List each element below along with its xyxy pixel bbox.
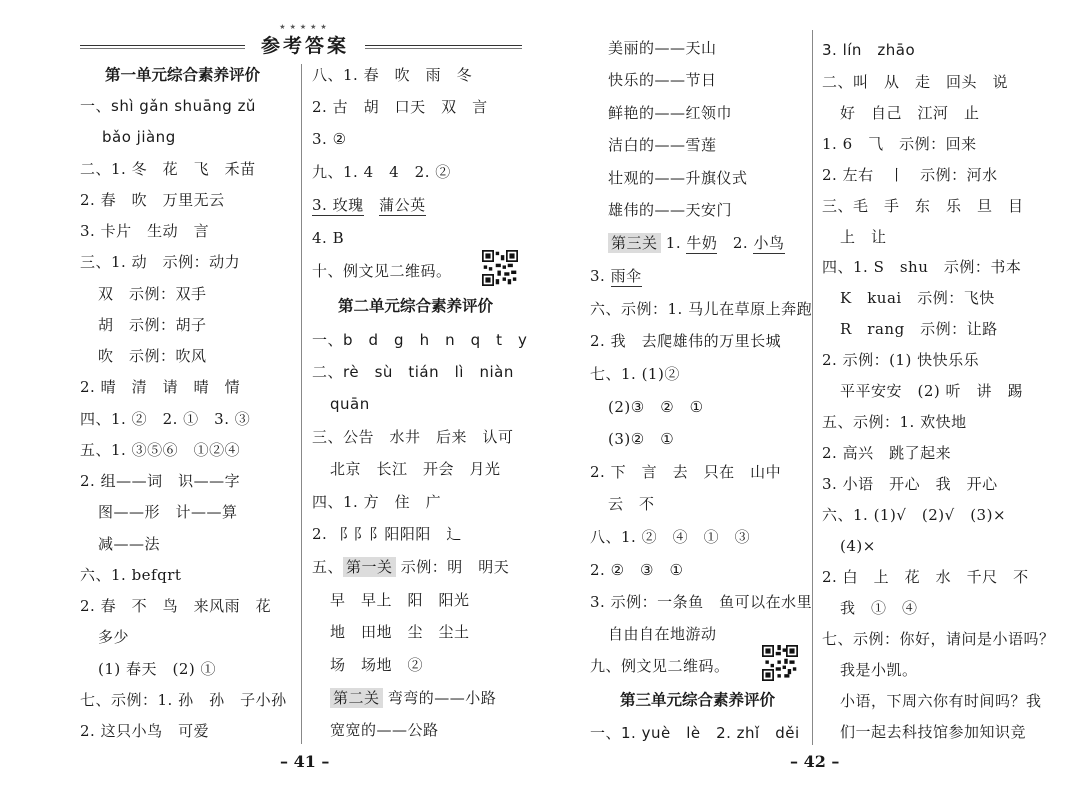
answer-line: 四、1. S shu 示例：书本 — [822, 258, 1022, 276]
answer-line: 美丽的——天山 — [608, 39, 717, 57]
answer-text: 示例：明 明天 — [395, 558, 510, 576]
answer-line — [590, 266, 642, 286]
question-number: 3. — [590, 267, 611, 285]
answer-line: 八、1. 春 吹 雨 冬 — [312, 66, 473, 84]
answer-line: 2. 下 言 去 只在 山中 — [590, 463, 782, 481]
answer-line: 我 ① ④ — [840, 599, 918, 617]
qr-code-icon[interactable] — [482, 250, 518, 286]
answer-line: 七、示例：1. 孙 孙 子小孙 — [80, 691, 287, 709]
answer-text: 1. — [660, 234, 687, 252]
answer-line: 二、1. 冬 花 飞 禾苗 — [80, 160, 256, 178]
answer-key-header — [80, 23, 522, 64]
underlined-answer: 蒲公英 — [379, 196, 426, 214]
answer-line: (3)② ① — [608, 430, 675, 448]
answer-line: 2. 高兴 跳了起来 — [822, 444, 952, 462]
answer-line: 七、1. (1)② — [590, 365, 680, 383]
answer-line: K kuai 示例：飞快 — [840, 289, 995, 307]
column-divider — [812, 30, 813, 745]
answer-line — [312, 688, 496, 708]
answer-line: 平平安安 (2) 听 讲 踢 — [840, 382, 1024, 400]
answer-text: 2. — [717, 234, 754, 252]
page-title: 参考答案 — [260, 35, 349, 57]
answer-line: (1) 春天 (2) ① — [98, 660, 217, 678]
header-rule-right — [365, 45, 522, 46]
underlined-answer: 牛奶 — [686, 234, 718, 252]
answer-line: 多少 — [98, 628, 130, 646]
answer-line: 们一起去科技馆参加知识竞 — [840, 723, 1027, 741]
answer-line — [312, 557, 509, 577]
answer-line: 二、叫 从 走 回头 说 — [822, 73, 1009, 91]
answer-line: 四、1. 方 住 广 — [312, 493, 442, 511]
answer-line: 鲜艳的——红领巾 — [608, 104, 733, 122]
answer-line: 地 田地 尘 尘土 — [330, 623, 470, 641]
answer-line: 2. 示例：(1) 快快乐乐 — [822, 351, 980, 369]
answer-line: 五、1. ③⑤⑥ ①②④ — [80, 441, 241, 459]
answer-line: 3. 卡片 生动 言 — [80, 222, 210, 240]
answer-line: 2. 组——词 识——字 — [80, 472, 241, 490]
answer-line: 七、示例：你好，请问是小语吗？ — [822, 630, 1055, 648]
answer-line: 四、1. ② 2. ① 3. ③ — [80, 410, 251, 428]
unit3-title: 第三单元综合素养评价 — [620, 691, 776, 709]
answer-line: 2. 白 上 花 水 千尺 不 — [822, 568, 1029, 586]
answer-line: 2. 我 去爬雄伟的万里长城 — [590, 332, 782, 350]
answer-line: 九、1. 4 4 2. ② — [312, 163, 451, 181]
answer-line: 三、1. 动 示例：动力 — [80, 253, 241, 271]
qr-code-icon[interactable] — [762, 645, 798, 681]
underlined-answer: 小鸟 — [753, 234, 785, 252]
column-divider — [301, 64, 302, 744]
answer-line: 一、1. yuè lè 2. zhǐ děi — [590, 724, 800, 742]
answer-line — [590, 233, 785, 253]
answer-line: 一、shì gǎn shuāng zǔ — [80, 97, 256, 115]
answer-line: 好 自己 江河 止 — [840, 104, 980, 122]
answer-line: 上 让 — [840, 228, 887, 246]
answer-line: 九、例文见二维码。 — [590, 657, 730, 675]
answer-line: 早 早上 阳 阳光 — [330, 591, 470, 609]
answer-line: 六、1. (1)√ (2)√ (3)× — [822, 506, 1007, 524]
answer-line: 快乐的——节日 — [608, 71, 717, 89]
answer-line: 北京 长江 开会 月光 — [330, 460, 501, 478]
answer-line: (4)× — [840, 537, 876, 555]
answer-line: 六、示例：1. 马儿在草原上奔跑 — [590, 300, 813, 318]
answer-line: 洁白的——雪莲 — [608, 136, 717, 154]
answer-line: 云 不 — [608, 495, 655, 513]
answer-line: quān — [330, 395, 370, 413]
answer-line: (2)③ ② ① — [608, 398, 704, 416]
answer-line: 2. ② ③ ① — [590, 561, 684, 579]
answer-line: 3. lín zhāo — [822, 41, 916, 59]
answer-line: 2. ⻏ 阝阝阳阳阳 ⻌ — [312, 525, 462, 543]
answer-line: 自由自在地游动 — [608, 625, 717, 643]
right-page — [540, 0, 1080, 806]
answer-line: 二、rè sù tián lì niàn — [312, 363, 514, 381]
level-tag: 第三关 — [608, 233, 661, 253]
answer-line: 1. 6 ⺄ 示例：回来 — [822, 135, 977, 153]
answer-line: 胡 示例：胡子 — [98, 316, 207, 334]
answer-line: 十、例文见二维码。 — [312, 262, 452, 280]
answer-line: 2. 春 不 鸟 来风雨 花 — [80, 597, 272, 615]
answer-line: 五、示例：1. 欢快地 — [822, 413, 967, 431]
header-stars: ★★★★★ — [279, 23, 331, 31]
page-number-left: – 41 – — [280, 752, 330, 771]
answer-text: 弯弯的——小路 — [382, 689, 497, 707]
header-rule-left-thin — [80, 48, 245, 49]
answer-line: 我是小凯。 — [840, 661, 918, 679]
question-number: 五、 — [312, 558, 344, 576]
answer-line: 3. ② — [312, 130, 347, 148]
page-number-right: – 42 – — [790, 752, 840, 771]
answer-line: 图——形 计——算 — [98, 503, 238, 521]
answer-line: 吹 示例：吹风 — [98, 347, 207, 365]
level-tag: 第二关 — [330, 688, 383, 708]
answer-line: 2. 古 胡 口天 双 言 — [312, 98, 488, 116]
answer-line: 2. 这只小鸟 可爱 — [80, 722, 210, 740]
header-rule-left — [80, 45, 245, 46]
unit2-title: 第二单元综合素养评价 — [338, 297, 494, 315]
answer-line: 壮观的——升旗仪式 — [608, 169, 748, 187]
answer-line: 宽宽的——公路 — [330, 721, 439, 739]
answer-line: 一、b d g h n q t y — [312, 331, 528, 349]
answer-line: R rang 示例：让路 — [840, 320, 998, 338]
underlined-answer: 3. 玫瑰 — [312, 196, 364, 214]
answer-line: 2. 春 吹 万里无云 — [80, 191, 225, 209]
unit1-title: 第一单元综合素养评价 — [105, 66, 261, 84]
answer-line: 场 场地 ② — [330, 656, 424, 674]
answer-line: 3. 小语 开心 我 开心 — [822, 475, 998, 493]
answer-line: 三、公告 水井 后来 认可 — [312, 428, 514, 446]
header-rule-right-thin — [365, 48, 522, 49]
answer-line: 4. B — [312, 229, 345, 247]
answer-line: 双 示例：双手 — [98, 285, 207, 303]
answer-line: 2. 左右 丨 示例：河水 — [822, 166, 998, 184]
answer-line: 2. 晴 清 请 晴 情 — [80, 378, 241, 396]
answer-line: 八、1. ② ④ ① ③ — [590, 528, 751, 546]
answer-line — [312, 195, 426, 215]
answer-line: 雄伟的——天安门 — [608, 201, 733, 219]
answer-line: 六、1. befqrt — [80, 566, 182, 584]
answer-line: bǎo jiàng — [102, 128, 176, 146]
underlined-answer: 雨伞 — [610, 267, 642, 285]
answer-line: 减——法 — [98, 535, 161, 553]
answer-line: 3. 示例：一条鱼 鱼可以在水里 — [590, 593, 813, 611]
answer-line: 小语，下周六你有时间吗？我 — [840, 692, 1042, 710]
level-tag: 第一关 — [343, 557, 396, 577]
answer-line: 三、毛 手 东 乐 旦 目 — [822, 197, 1024, 215]
